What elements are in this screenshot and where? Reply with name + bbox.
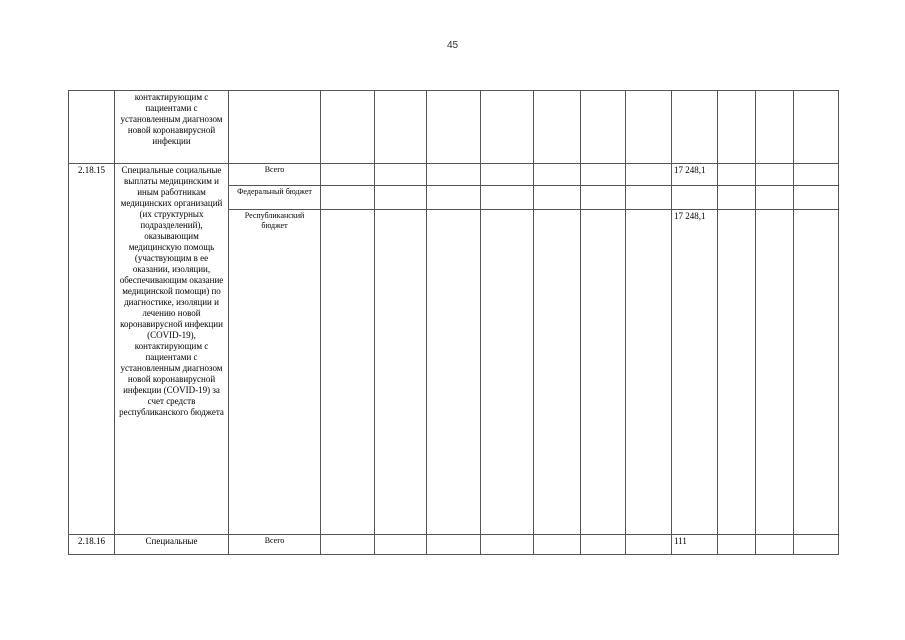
measure-name-cell: контактирующим с пациентами с установленным диагнозом новой коронавирусной инфекции [115, 91, 229, 164]
empty-cell [581, 535, 626, 555]
funding-source-cell [229, 91, 321, 164]
empty-cell [718, 210, 756, 535]
row-number-cell [69, 91, 115, 164]
empty-cell [481, 535, 534, 555]
empty-cell [756, 164, 794, 186]
empty-cell [534, 91, 581, 164]
empty-cell [481, 186, 534, 210]
empty-cell [427, 210, 481, 535]
funding-source-cell: Федеральный бюджет [229, 186, 321, 210]
empty-cell [427, 186, 481, 210]
empty-cell [794, 210, 839, 535]
budget-table [68, 90, 839, 555]
empty-cell [794, 164, 839, 186]
funding-source-cell: Республиканский бюджет [229, 210, 321, 535]
empty-cell [375, 186, 427, 210]
empty-cell [626, 535, 672, 555]
empty-cell [718, 164, 756, 186]
empty-cell [427, 535, 481, 555]
empty-cell [427, 91, 481, 164]
empty-cell [481, 164, 534, 186]
funding-source-cell: Всего [229, 164, 321, 186]
empty-cell [626, 210, 672, 535]
empty-cell [794, 535, 839, 555]
empty-cell [756, 535, 794, 555]
empty-cell [794, 91, 839, 164]
empty-cell [756, 91, 794, 164]
empty-cell [756, 186, 794, 210]
empty-cell [534, 535, 581, 555]
empty-cell [481, 91, 534, 164]
amount-cell [672, 91, 718, 164]
measure-name-cell: Специальные социальные выплаты медицинским и иным работникам медицинских организаций (их структурных подразделений), оказывающим медицинскую помощь (участвующим в ее оказании, изоляции, обеспечивающим оказание медицинской помощи) по диагностике, изоляции и лечению новой коронавирусной инфекции (COVID-19), контактирующим с пациентами с установленным диагнозом новой коронавирусной инфекции (COVID-19) за счет средств республиканского бюджета [115, 164, 229, 535]
table-row [69, 164, 839, 186]
amount-cell [672, 186, 718, 210]
table-row [69, 535, 839, 555]
row-number-cell: 2.18.15 [69, 164, 115, 535]
empty-cell [534, 210, 581, 535]
empty-cell [626, 91, 672, 164]
empty-cell [718, 535, 756, 555]
empty-cell [794, 186, 839, 210]
measure-name-cell: Специальные [115, 535, 229, 555]
empty-cell [581, 164, 626, 186]
empty-cell [534, 164, 581, 186]
page-number: 45 [446, 40, 459, 51]
empty-cell [581, 91, 626, 164]
empty-cell [581, 186, 626, 210]
empty-cell [375, 91, 427, 164]
amount-cell: 17 248,1 [672, 164, 718, 186]
empty-cell [321, 164, 375, 186]
empty-cell [626, 186, 672, 210]
empty-cell [321, 91, 375, 164]
amount-cell: 17 248,1 [672, 210, 718, 535]
empty-cell [581, 210, 626, 535]
empty-cell [321, 210, 375, 535]
empty-cell [718, 186, 756, 210]
empty-cell [626, 164, 672, 186]
empty-cell [375, 164, 427, 186]
empty-cell [756, 210, 794, 535]
empty-cell [321, 186, 375, 210]
row-number-cell: 2.18.16 [69, 535, 115, 555]
funding-source-cell: Всего [229, 535, 321, 555]
empty-cell [321, 535, 375, 555]
empty-cell [534, 186, 581, 210]
empty-cell [375, 535, 427, 555]
amount-cell: 111 [672, 535, 718, 555]
empty-cell [481, 210, 534, 535]
table-row [69, 91, 839, 164]
empty-cell [375, 210, 427, 535]
empty-cell [718, 91, 756, 164]
empty-cell [427, 164, 481, 186]
